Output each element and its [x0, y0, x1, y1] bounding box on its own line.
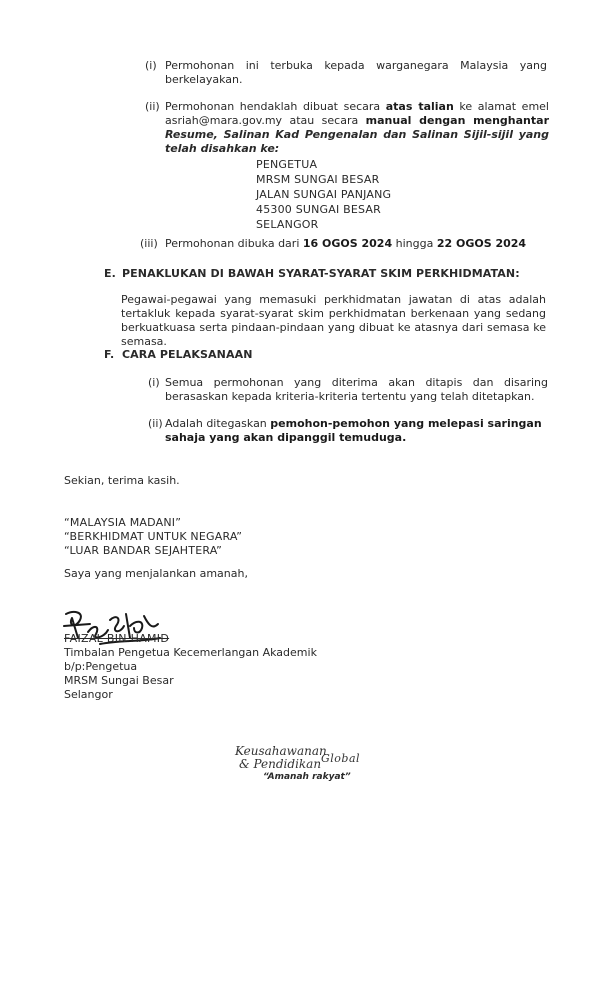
- section-letter: F.: [104, 348, 115, 361]
- amanah-text: Saya yang menjalankan amanah,: [64, 567, 248, 580]
- item-number: (ii): [145, 100, 160, 113]
- item-d-i: [145, 59, 547, 87]
- on-behalf: b/p:Pengetua: [64, 660, 138, 673]
- logo-global: Global: [321, 752, 361, 765]
- text-fragment: Permohonan hendaklah dibuat secara: [165, 100, 386, 113]
- item-d-iii: [140, 237, 560, 251]
- text-fragment: ke alamat emel: [453, 100, 549, 113]
- item-text: [165, 417, 548, 445]
- address-block: [256, 157, 391, 232]
- item-number: (ii): [148, 417, 163, 430]
- slogan-line: “LUAR BANDAR SEJAHTERA”: [64, 544, 223, 557]
- item-f-ii: [148, 417, 548, 445]
- bold-text: atas talian: [385, 100, 454, 113]
- item-number: (i): [148, 376, 160, 389]
- bold-text: pemohon-pemohon yang melepasi saringan sahaja yang akan dipanggil temuduga.: [165, 417, 542, 445]
- logo-line-2: & Pendidikan: [239, 757, 322, 771]
- item-text: Semua permohonan yang diterima akan ditapis dan disaring berasaskan kepada kriteria-kriteria tertentu yang telah ditetapkan.: [165, 376, 548, 404]
- email-address[interactable]: asriah@mara.gov.my: [165, 114, 283, 128]
- item-number: (iii): [140, 237, 158, 250]
- item-text: Permohonan ini terbuka kepada warganegara Malaysia yang berkelayakan.: [165, 59, 547, 87]
- italic-text: Resume, Salinan Kad Pengenalan dan Salinan Sijil-sijil yang telah disahkan ke:: [165, 128, 549, 156]
- slogan-line: “BERKHIDMAT UNTUK NEGARA”: [64, 530, 243, 543]
- text-fragment: Adalah ditegaskan: [165, 417, 271, 430]
- footer-logo: [235, 744, 375, 786]
- signatory-block: [64, 632, 317, 702]
- item-text: [165, 100, 549, 156]
- address-line: PENGETUA: [256, 158, 318, 171]
- closing-text: Sekian, terima kasih.: [64, 474, 180, 487]
- logo-tagline: “Amanah rakyat”: [263, 772, 351, 782]
- address-line: 45300 SUNGAI BESAR: [256, 203, 381, 216]
- date-from: 16 OGOS 2024: [302, 237, 393, 250]
- section-title: PENAKLUKAN DI BAWAH SYARAT-SYARAT SKIM PERKHIDMATAN:: [122, 267, 520, 280]
- item-number: (i): [145, 59, 157, 72]
- item-d-ii: [145, 100, 549, 156]
- text-fragment: hingga: [392, 237, 437, 250]
- signatory-position: Timbalan Pengetua Kecemerlangan Akademik: [64, 646, 317, 659]
- bold-text: manual dengan menghantar: [365, 114, 549, 128]
- section-e-heading: [104, 267, 520, 281]
- address-line: JALAN SUNGAI PANJANG: [256, 188, 392, 201]
- logo-line-1: Keusahawanan: [235, 744, 327, 758]
- address-line: MRSM SUNGAI BESAR: [256, 173, 380, 186]
- section-e-body: Pegawai-pegawai yang memasuki perkhidmatan jawatan di atas adalah tertakluk kepada syarat-syarat skim perkhidmatan berkenaan yang sedang berkuatkuasa serta pindaan-pindaan yang dibuat ke atasnya dari semasa ke semasa.: [121, 293, 546, 349]
- state-name: Selangor: [64, 688, 113, 701]
- text-fragment: Permohonan dibuka dari: [165, 237, 303, 250]
- item-f-i: [148, 376, 548, 404]
- date-to: 22 OGOS 2024: [436, 237, 527, 250]
- slogans-block: [64, 516, 242, 558]
- section-title: CARA PELAKSANAAN: [122, 348, 253, 361]
- signatory-name: FAIZAL BIN HAMID: [64, 632, 170, 645]
- text-fragment: atau secara: [282, 114, 366, 128]
- section-f-heading: [104, 348, 253, 362]
- address-line: SELANGOR: [256, 218, 319, 231]
- item-text: [165, 237, 526, 251]
- section-letter: E.: [104, 267, 116, 280]
- school-name: MRSM Sungai Besar: [64, 674, 174, 687]
- slogan-line: “MALAYSIA MADANI”: [64, 516, 182, 529]
